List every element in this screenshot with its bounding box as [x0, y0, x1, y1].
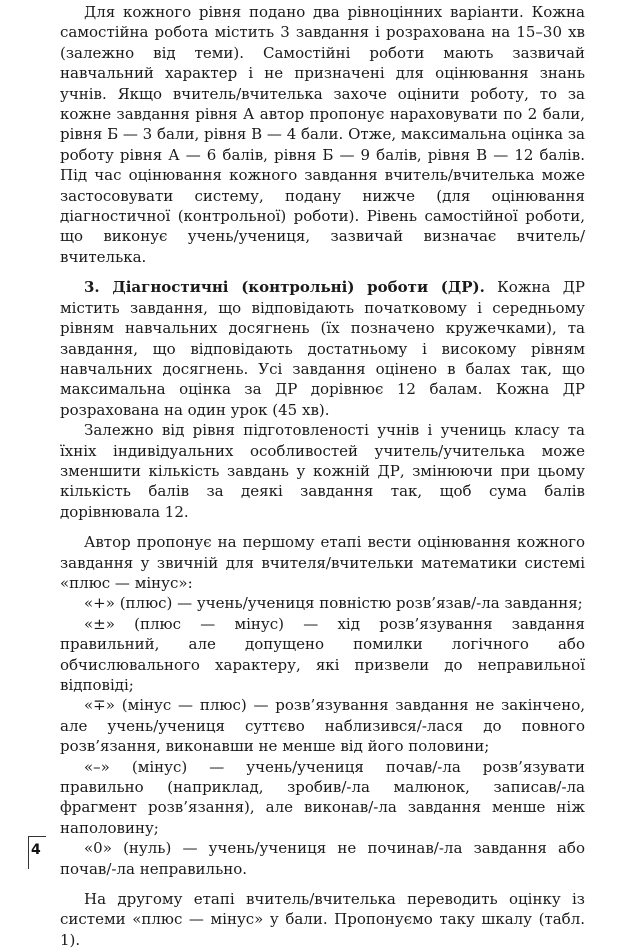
section-heading: 3. Діагностичні (контрольні) роботи (ДР).: [84, 278, 485, 297]
grade-plus-item: «+» (плюс) — учень/учениця повністю розв’язав/-ла завдання;: [84, 594, 583, 613]
grade-minus-plus-item: «∓» (мінус — плюс) — розв’язування завдання не закінчено, але учень/учениця суттєво наблизився/-лася до повного розв’язання, виконавши не менше від його половини;: [60, 696, 585, 756]
body-text: [60, 2, 585, 950]
paragraph-diagnostic-works: [60, 277, 585, 420]
paragraph-self-study: Для кожного рівня подано два рівноцінних варіанти. Кожна самостійна робота містить 3 завдання і розрахована на 15–30 хв (залежно від теми). Самостійні роботи мають зазвичай навчальний характер і не призначені для оцінювання знань учнів. Якщо вчитель/вчителька захоче оцінити роботу, то за кожне завдання рівня А автор пропонує нараховувати по 2 бали, рівня Б — 3 бали, рівня В — 4 бали. Отже, максимальна оцінка за роботу рівня А — 6 балів, рівня Б — 9 балів, рівня В — 12 балів. Під час оцінювання кожного завдання вчитель/вчителька може застосовувати систему, подану нижче (для оцінювання діагностичної (контрольної) роботи). Рівень самостійної роботи, що виконує учень/учениця, зазвичай визначає вчитель/вчителька.: [60, 3, 585, 266]
grade-plus-minus-item: «±» (плюс — мінус) — хід розв’язування завдання правильний, але допущено помилки логічного або обчислювального характеру, які призвели до неправильної відповіді;: [60, 614, 585, 694]
footer-rule: [28, 836, 46, 837]
page-number: 4: [31, 842, 41, 858]
grade-minus-item: «–» (мінус) — учень/учениця почав/-ла розв’язувати правильно (наприклад, зробив/-ла малюнок, записав/-ла фрагмент розв’язання), але виконав/-ла завдання менше ніж наполовину;: [60, 757, 585, 837]
paragraph-adjust-tasks: Залежно від рівня підготовленості учнів і учениць класу та їхніх індивідуальних особливостей учитель/учителька може зменшити кількість завдань у кожній ДР, змінюючи при цьому кількість балів за деякі завдання так, щоб сума балів дорівнювала 12.: [60, 421, 585, 521]
paragraph-plus-minus-intro: Автор пропонує на першому етапі вести оцінювання кожного завдання у звичній для вчителя/вчительки математики системі «плюс — мінус»:: [60, 533, 585, 592]
paragraph-second-stage: На другому етапі вчитель/вчителька переводить оцінку із системи «плюс — мінус» у бали. Пропонуємо таку шкалу (табл. 1).: [60, 890, 585, 949]
footer-vertical-rule: [28, 836, 29, 869]
grade-zero-item: «0» (нуль) — учень/учениця не починав/-ла завдання або почав/-ла неправильно.: [60, 839, 585, 878]
paragraph-diagnostic-body: Кожна ДР містить завдання, що відповідають початковому і середньому рівням навчальних досягнень (їх позначено кружечками), та завдання, що відповідають достатньому і високому рівням навчальних досягнень. Усі завдання оцінено в балах так, що максимальна оцінка за ДР дорівнює 12 балам. Кожна ДР розрахована на один урок (45 хв).: [60, 278, 585, 419]
